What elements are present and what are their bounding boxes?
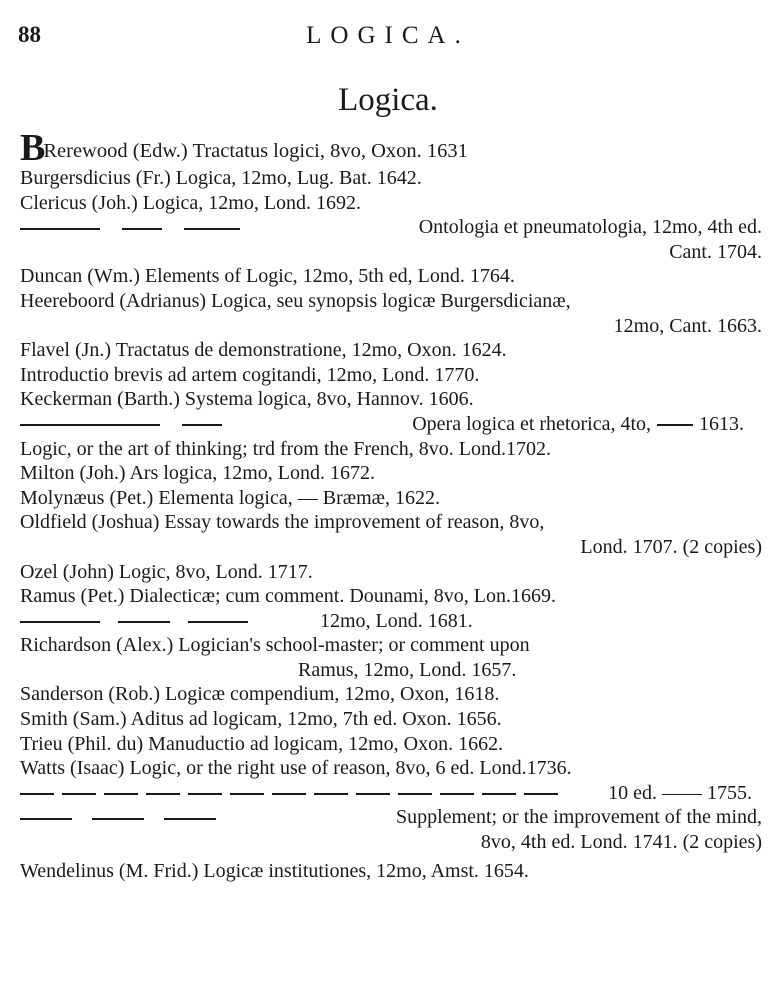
catalogue-entry (20, 560, 762, 585)
catalogue-entry (20, 191, 762, 216)
entry-text: Supplement; or the improvement of the mind, (395, 806, 762, 829)
running-title: LOGICA. (306, 22, 470, 49)
catalogue-entry-ditto (20, 412, 762, 437)
catalogue-entry (20, 859, 762, 884)
entry-text: 8vo, 4th ed. Lond. 1741. (2 copies) (480, 831, 762, 854)
entry-text: Logic, or the art of thinking; trd from the French, 8vo. Lond.1702. (20, 437, 552, 460)
entry-text: Duncan (Wm.) Elements of Logic, 12mo, 5th ed, Lond. 1764. (20, 265, 515, 288)
entry-text: Smith (Sam.) Aditus ad logicam, 12mo, 7th ed. Oxon. 1656. (20, 708, 502, 731)
entry-text: Ramus (Pet.) Dialecticæ; cum comment. Dounami, 8vo, Lon.1669. (20, 585, 557, 608)
catalogue-entry (20, 264, 762, 289)
entry-text: Watts (Isaac) Logic, or the right use of reason, 8vo, 6 ed. Lond.1736. (20, 757, 572, 780)
entry-continuation (20, 535, 762, 560)
entry-text: Lond. 1707. (2 copies) (580, 535, 762, 558)
entry-text: Richardson (Alex.) Logician's school-master; or comment upon (20, 634, 530, 657)
entry-text: Oldfield (Joshua) Essay towards the improvement of reason, 8vo, (20, 511, 545, 534)
catalogue-entry-ditto (20, 215, 762, 240)
entry-text: Milton (Joh.) Ars logica, 12mo, Lond. 1672. (20, 462, 375, 485)
catalogue-entry (20, 387, 762, 412)
entry-text: Molynæus (Pet.) Elementa logica, — Bræmæ, 1622. (20, 486, 440, 509)
entry-text: Ontologia et pneumatologia, 12mo, 4th ed. (418, 216, 762, 239)
catalogue-entry (20, 338, 762, 363)
entry-text: Keckerman (Barth.) Systema logica, 8vo, Hannov. 1606. (20, 388, 474, 411)
catalogue-entry (20, 363, 762, 388)
ditto-dashes (20, 609, 256, 634)
entry-text: 10 ed. —— 1755. (608, 781, 752, 804)
page-number: 88 (18, 22, 41, 47)
entry-text: Heereboord (Adrianus) Logica, seu synopsis logicæ Burgersdicianæ, (20, 289, 571, 312)
entry-continuation (20, 658, 762, 683)
catalogue-entry (20, 732, 762, 757)
entry-text: Sanderson (Rob.) Logicæ compendium, 12mo, Oxon, 1618. (20, 683, 500, 706)
entry-text: 12mo, Cant. 1663. (613, 314, 762, 337)
catalogue-entry (20, 682, 762, 707)
entry-text: Cant. 1704. (669, 240, 762, 263)
catalogue-entry (20, 166, 762, 191)
catalogue-entry (20, 756, 762, 781)
section-title: Logica. (338, 82, 438, 118)
catalogue-entry (20, 707, 762, 732)
entry-text: Flavel (Jn.) Tractatus de demonstratione, 12mo, Oxon. 1624. (20, 339, 507, 362)
ditto-dashes (20, 781, 566, 806)
catalogue-entry (20, 127, 762, 169)
catalogue-entry (20, 510, 762, 535)
entry-text: Trieu (Phil. du) Manuductio ad logicam, 12mo, Oxon. 1662. (20, 732, 504, 755)
entry-continuation (20, 314, 762, 339)
entry-text: Wendelinus (M. Frid.) Logicæ institutiones, 12mo, Amst. 1654. (20, 859, 529, 882)
ditto-dashes (20, 215, 248, 240)
catalogue-entries (20, 127, 762, 883)
ditto-dashes (20, 805, 224, 830)
ditto-dashes (20, 412, 230, 437)
catalogue-entry (20, 289, 762, 314)
entry-text: Burgersdicius (Fr.) Logica, 12mo, Lug. Bat. 1642. (20, 167, 422, 189)
entry-text: Rerewood (Edw.) Tractatus logici, 8vo, Oxon. 1631 (43, 140, 468, 162)
catalogue-entry (20, 584, 762, 609)
entry-text: Opera logica et rhetorica, 4to, (412, 412, 651, 435)
catalogue-entry (20, 437, 762, 462)
entry-continuation (20, 240, 762, 265)
catalogue-entry-ditto (20, 781, 762, 806)
entry-continuation (20, 830, 762, 855)
catalogue-entry-ditto (20, 609, 762, 634)
running-head (18, 22, 758, 52)
entry-text: Clericus (Joh.) Logica, 12mo, Lond. 1692. (20, 191, 362, 214)
entry-text: Ozel (John) Logic, 8vo, Lond. 1717. (20, 560, 313, 583)
entry-text: 12mo, Lond. 1681. (320, 609, 473, 632)
catalogue-entry-ditto (20, 805, 762, 830)
drop-capital: B (20, 127, 44, 169)
entry-year: 1613. (699, 412, 744, 435)
catalogue-entry (20, 486, 762, 511)
catalogue-entry (20, 461, 762, 486)
entry-text: Ramus, 12mo, Lond. 1657. (298, 658, 517, 681)
entry-text: Introductio brevis ad artem cogitandi, 12mo, Lond. 1770. (20, 363, 480, 386)
catalogue-entry (20, 633, 762, 658)
